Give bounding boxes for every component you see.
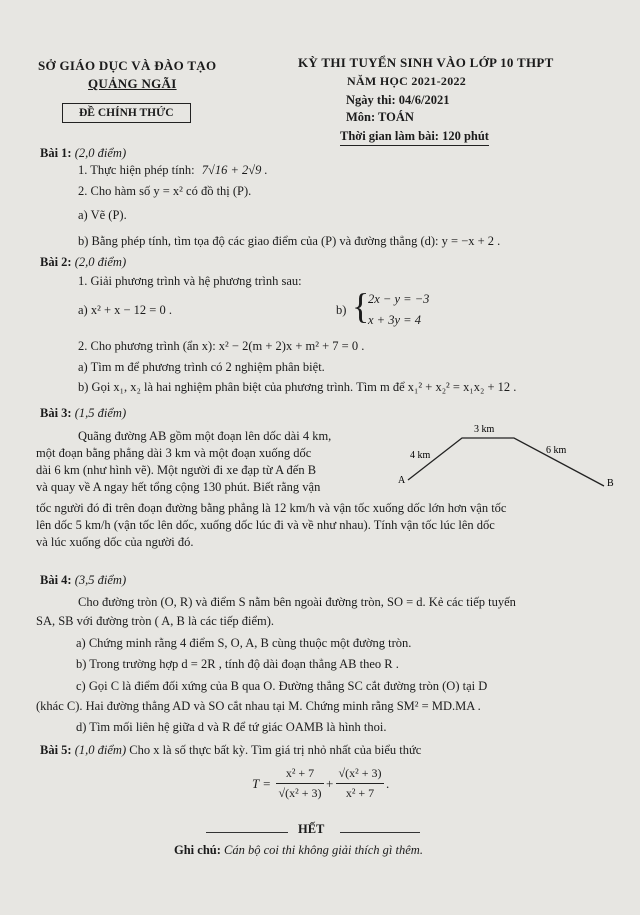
exam-subject: Môn: TOÁN bbox=[346, 110, 414, 124]
uphill-segment-label: 4 km bbox=[410, 450, 431, 461]
bai1-q1-expr: 7√16 + 2√9 . bbox=[201, 163, 268, 177]
bai4-title: Bài 4: bbox=[40, 573, 72, 587]
bai2-heading bbox=[40, 255, 126, 270]
bai4-intro-line1: Cho đường tròn (O, R) và điểm S nằm bên ngoài đường tròn, SO = d. Kẻ các tiếp tuyến bbox=[78, 595, 516, 609]
fraction2 bbox=[336, 766, 384, 801]
bai3-text-left bbox=[36, 428, 386, 496]
end-rule-left bbox=[206, 832, 288, 833]
bai2-q1: 1. Giải phương trình và hệ phương trình sau: bbox=[78, 274, 302, 288]
bai4-heading bbox=[40, 573, 126, 588]
bai2-q1a: a) x² + x − 12 = 0 . bbox=[78, 303, 172, 317]
bai1-q2b: b) Bằng phép tính, tìm tọa độ các giao điểm của (P) và đường thẳng (d): y = −x + 2 . bbox=[78, 234, 501, 248]
bai3-heading bbox=[40, 406, 126, 421]
bai3-line: và lúc xuống dốc của người đó. bbox=[36, 535, 194, 549]
road-profile-figure bbox=[396, 420, 626, 500]
note-text: Cán bộ coi thi không giải thích gì thêm. bbox=[224, 843, 423, 857]
footer-note bbox=[174, 843, 423, 858]
bai2-q2: 2. Cho phương trình (ẩn x): x² − 2(m + 2)x + m² + 7 = 0 . bbox=[78, 339, 365, 353]
bai2-q1b-eq1: 2x − y = −3 bbox=[368, 292, 430, 306]
plus-sign: + bbox=[326, 776, 334, 791]
fraction1-denominator: √(x² + 3) bbox=[278, 786, 322, 800]
formula-period: . bbox=[386, 776, 390, 791]
bai3-line: và quay về A ngay hết tổng cộng 130 phút. Biết rằng vận bbox=[36, 480, 321, 494]
bai3-line: Quãng đường AB gồm một đoạn lên dốc dài 4 km, bbox=[78, 429, 332, 443]
bai2-title: Bài 2: bbox=[40, 255, 72, 269]
fraction2-denominator: x² + 7 bbox=[345, 786, 375, 800]
bai3-line: dài 6 km (như hình vẽ). Một người đi xe đạp từ A đến B bbox=[36, 463, 317, 477]
bai3-text-full bbox=[36, 500, 626, 551]
bai1-q1-text: 1. Thực hiện phép tính: bbox=[78, 163, 195, 177]
fraction2-bar bbox=[336, 783, 384, 784]
province-name: QUẢNG NGÃI bbox=[88, 76, 177, 91]
note-label: Ghi chú: bbox=[174, 843, 221, 857]
bai2-q2a: a) Tìm m để phương trình có 2 nghiệm phân biệt. bbox=[78, 360, 325, 374]
bai1-title: Bài 1: bbox=[40, 146, 72, 160]
bai1-points: (2,0 điểm) bbox=[74, 146, 127, 160]
fraction2-numerator: √(x² + 3) bbox=[338, 766, 382, 780]
bai1-q1 bbox=[78, 163, 268, 178]
fraction1-bar bbox=[276, 783, 324, 784]
exam-title: KỲ THI TUYỂN SINH VÀO LỚP 10 THPT bbox=[298, 55, 554, 70]
bai3-line: lên dốc 5 km/h (vận tốc lên dốc, xuống dốc lúc đi và về như nhau). Tính vận tốc lúc lên dốc bbox=[36, 518, 495, 532]
end-label: HẾT bbox=[298, 822, 325, 836]
bai5-line bbox=[40, 743, 421, 758]
bai4-qc-line1: c) Gọi C là điểm đối xứng của B qua O. Đường thẳng SC cắt đường tròn (O) tại D bbox=[76, 679, 488, 693]
bai5-title: Bài 5: bbox=[40, 743, 72, 757]
downhill-segment-label: 6 km bbox=[546, 445, 567, 456]
school-year: NĂM HỌC 2021-2022 bbox=[347, 74, 467, 88]
bai4-qa: a) Chứng minh rằng 4 điểm S, O, A, B cùng thuộc một đường tròn. bbox=[76, 636, 412, 650]
point-b-label: B bbox=[607, 478, 614, 489]
bai4-qc-line2: (khác C). Hai đường thẳng AD và SO cắt nhau tại M. Chứng minh rằng SM² = MD.MA . bbox=[36, 699, 481, 713]
bai2-q1b-eq2: x + 3y = 4 bbox=[368, 313, 421, 327]
fraction1-numerator: x² + 7 bbox=[285, 766, 315, 780]
bai2-points: (2,0 điểm) bbox=[74, 255, 127, 269]
bai3-line: tốc người đó đi trên đoạn đường bằng phẳng là 12 km/h và vận tốc xuống dốc lớn hơn vận tốc bbox=[36, 501, 507, 515]
bai3-points: (1,5 điểm) bbox=[74, 406, 127, 420]
point-a-label: A bbox=[398, 475, 406, 486]
bai1-heading bbox=[40, 146, 126, 161]
bai5-text: Cho x là số thực bất kỳ. Tìm giá trị nhỏ nhất của biểu thức bbox=[129, 743, 422, 757]
bai1-q2: 2. Cho hàm số y = x² có đồ thị (P). bbox=[78, 184, 252, 198]
end-rule-right bbox=[340, 832, 420, 833]
bai1-q2a: a) Vẽ (P). bbox=[78, 208, 127, 222]
bai3-title: Bài 3: bbox=[40, 406, 72, 420]
formula-lhs: T = bbox=[252, 776, 272, 791]
bai5-points: (1,0 điểm) bbox=[74, 743, 127, 757]
department-name: SỞ GIÁO DỤC VÀ ĐÀO TẠO bbox=[38, 58, 217, 73]
system-brace: { bbox=[352, 286, 370, 326]
fraction1 bbox=[276, 766, 324, 801]
exam-duration: Thời gian làm bài: 120 phút bbox=[340, 129, 489, 146]
flat-segment-label: 3 km bbox=[474, 424, 495, 435]
road-profile-line bbox=[408, 438, 604, 486]
exam-date: Ngày thi: 04/6/2021 bbox=[346, 93, 450, 107]
bai4-qb: b) Trong trường hợp d = 2R , tính độ dài đoạn thẳng AB theo R . bbox=[76, 657, 399, 671]
bai2-q1b-label: b) bbox=[336, 303, 347, 317]
bai4-qd: d) Tìm mối liên hệ giữa d và R để tứ giác OAMB là hình thoi. bbox=[76, 720, 387, 734]
official-exam-label: ĐỀ CHÍNH THỨC bbox=[62, 103, 191, 123]
bai4-points: (3,5 điểm) bbox=[74, 573, 127, 587]
bai4-intro-line2: SA, SB với đường tròn ( A, B là các tiếp điểm). bbox=[36, 614, 275, 628]
bai2-q2b: b) Gọi x₁, x₂ là hai nghiệm phân biệt của phương trình. Tìm m để x₁² + x₂² = x₁x₂ + 12 . bbox=[78, 380, 517, 394]
bai3-line: một đoạn bằng phẳng dài 3 km và một đoạn xuống dốc bbox=[36, 446, 312, 460]
